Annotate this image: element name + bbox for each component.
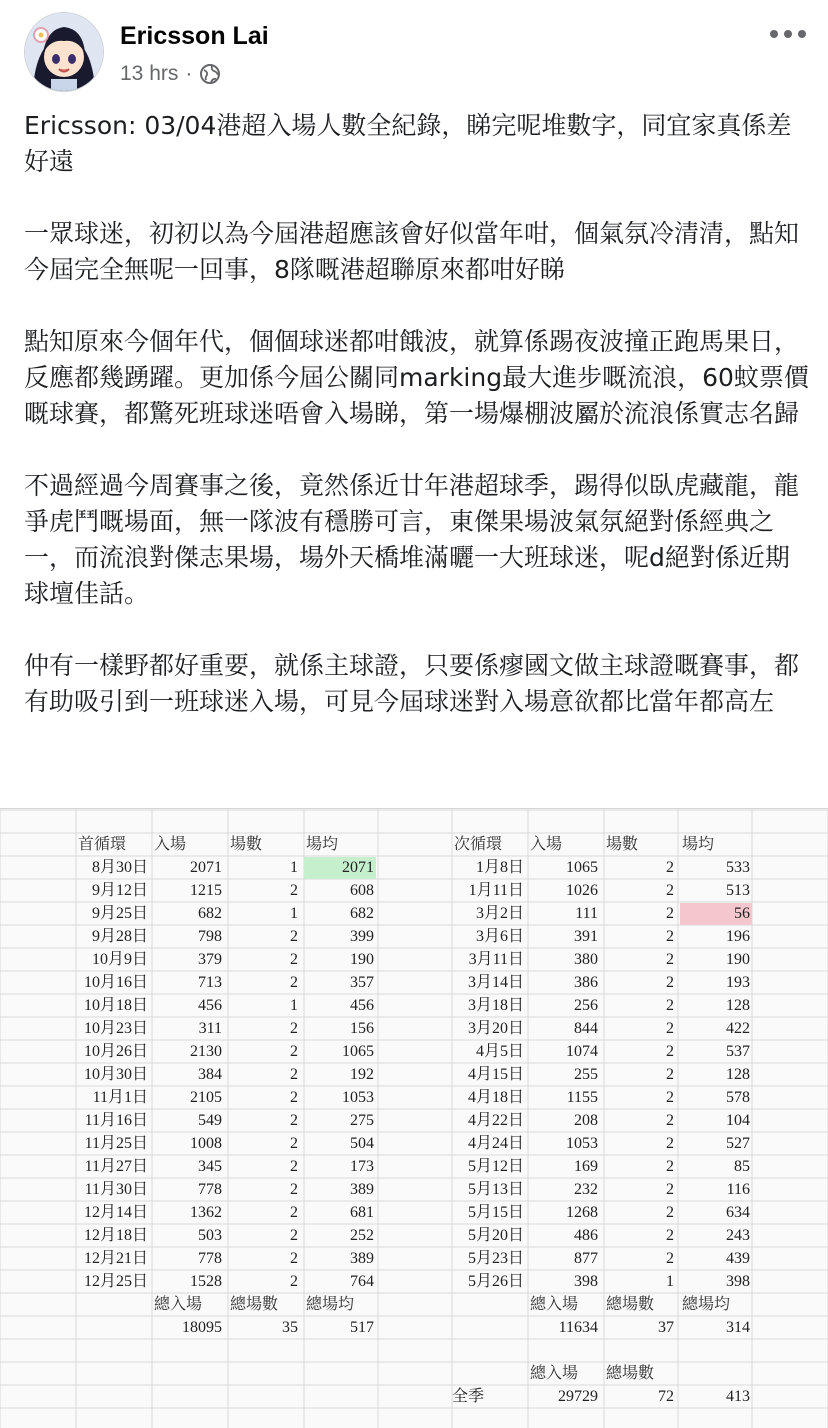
table-value-cell: 486 [574,1227,598,1244]
table-value-cell: 713 [198,974,222,991]
table-date-cell: 9月25日 [91,905,148,922]
table-date-cell: 9月28日 [91,928,148,945]
post-meta [120,62,221,86]
table-value-cell: 2 [290,1135,298,1152]
table-value-cell: 844 [574,1020,598,1037]
table-date-cell: 10月23日 [83,1020,148,1037]
table-value-cell: 357 [350,974,374,991]
table-date-cell: 10月26日 [83,1043,148,1060]
table-value-cell: 156 [350,1020,374,1037]
table-value-cell: 549 [198,1112,222,1129]
season-value-cell: 413 [726,1388,750,1405]
table-date-cell: 4月18日 [467,1089,524,1106]
table-date-cell: 9月12日 [91,882,148,899]
table-value-cell: 764 [350,1273,374,1290]
post-paragraph: 點知原來今個年代，個個球迷都咁餓波，就算係踢夜波撞正跑馬果日，反應都幾踴躍。更加係今屆公關同marking最大進步嘅流浪，60蚊票價嘅球賽，都驚死班球迷唔會入場睇，第一場爆棚波屬於流浪係實志名歸 [24,327,809,428]
table-date-cell: 3月20日 [467,1020,524,1037]
table-value-cell: 128 [726,1066,750,1083]
table-value-cell: 1053 [566,1135,598,1152]
table-date-cell: 5月13日 [467,1181,524,1198]
table-date-cell: 1月11日 [468,882,524,899]
table-value-cell: 255 [574,1066,598,1083]
table-value-cell: 85 [734,1158,750,1175]
table-date-cell: 5月15日 [467,1204,524,1221]
table-value-cell: 2130 [190,1043,222,1060]
table-value-cell: 311 [198,1020,222,1037]
table-value-cell: 2 [290,1020,298,1037]
table-value-cell: 252 [350,1227,374,1244]
table-value-cell: 232 [574,1181,598,1198]
table-value-cell: 503 [198,1227,222,1244]
table-value-cell: 169 [574,1158,598,1175]
table-value-cell: 682 [198,905,222,922]
table-value-cell: 2 [666,1112,674,1129]
table-header-cell: 入場 [530,836,563,853]
post-paragraph: Ericsson: 03/04港超入場人數全紀錄，睇完呢堆數字，同宜家真係差好遠 [24,111,792,176]
table-value-cell: 2 [290,1204,298,1221]
table-value-cell: 798 [198,928,222,945]
table-value-cell: 2 [290,1273,298,1290]
more-dot-icon [770,30,778,38]
table-value-cell: 681 [350,1204,374,1221]
total-value-cell: 314 [726,1319,750,1336]
table-value-cell: 2 [290,1181,298,1198]
table-date-cell: 12月18日 [83,1227,148,1244]
table-date-cell: 10月30日 [83,1066,148,1083]
table-date-cell: 3月11日 [468,951,524,968]
total-header-cell: 總場數 [230,1296,279,1313]
total-header-cell: 總場均 [682,1296,731,1313]
table-value-cell: 386 [574,974,598,991]
table-value-cell: 537 [726,1043,750,1060]
table-value-cell: 456 [198,997,222,1014]
post-header [0,0,828,100]
table-value-cell: 2 [666,1204,674,1221]
table-value-cell: 2 [290,1112,298,1129]
table-value-cell: 2071 [190,859,222,876]
table-date-cell: 3月2日 [475,905,524,922]
table-value-cell: 2 [290,1227,298,1244]
table-value-cell: 2 [666,1020,674,1037]
table-value-cell: 1528 [190,1273,222,1290]
table-value-cell: 1065 [342,1043,374,1060]
table-value-cell: 116 [726,1181,750,1198]
meta-separator: · [185,62,193,85]
more-options-button[interactable] [770,24,806,44]
table-value-cell: 208 [574,1112,598,1129]
table-value-cell: 345 [198,1158,222,1175]
table-value-cell: 456 [350,997,374,1014]
table-date-cell: 5月20日 [467,1227,524,1244]
table-value-cell: 2 [666,974,674,991]
table-value-cell: 2 [290,1089,298,1106]
season-value-cell: 29729 [558,1388,598,1405]
table-value-cell: 2 [666,1089,674,1106]
table-value-cell: 513 [726,882,750,899]
table-value-cell: 2 [290,951,298,968]
more-dot-icon [798,30,806,38]
table-date-cell: 11月1日 [92,1089,148,1106]
season-header-cell: 總入場 [530,1365,579,1382]
table-date-cell: 3月6日 [475,928,524,945]
table-value-cell: 2 [666,1158,674,1175]
season-header-cell: 總場數 [606,1365,655,1382]
table-date-cell: 12月21日 [83,1250,148,1267]
table-value-cell: 2 [290,882,298,899]
table-header-cell: 場均 [306,836,339,853]
table-value-cell: 256 [574,997,598,1014]
table-value-cell: 533 [726,859,750,876]
table-value-cell: 2 [666,1250,674,1267]
table-value-cell: 2 [290,1158,298,1175]
post-paragraph: 不過經過今周賽事之後，竟然係近廿年港超球季，踢得似臥虎藏龍，龍爭虎鬥嘅場面，無一隊波有穩勝可言，東傑果場波氣氛絕對係經典之一，而流浪對傑志果場，場外天橋堆滿曬一大班球迷，呢d絕對係近期球壇佳話。 [24,471,800,608]
table-value-cell: 2 [666,1066,674,1083]
highlighted-value-cell: 2071 [304,857,376,879]
table-value-cell: 2105 [190,1089,222,1106]
table-value-cell: 1074 [566,1043,598,1060]
table-value-cell: 190 [726,951,750,968]
table-header-cell: 入場 [154,836,187,853]
table-value-cell: 877 [574,1250,598,1267]
total-header-cell: 總入場 [154,1296,203,1313]
table-date-cell: 10月16日 [83,974,148,991]
table-value-cell: 1026 [566,882,598,899]
table-value-cell: 1215 [190,882,222,899]
table-value-cell: 1 [290,859,298,876]
table-date-cell: 10月18日 [83,997,148,1014]
table-value-cell: 398 [574,1273,598,1290]
table-value-cell: 104 [726,1112,750,1129]
table-date-cell: 11月16日 [84,1112,148,1129]
table-value-cell: 2 [666,882,674,899]
table-value-cell: 2 [666,928,674,945]
table-value-cell: 2 [666,997,674,1014]
table-date-cell: 11月25日 [84,1135,148,1152]
table-value-cell: 2 [666,951,674,968]
highlighted-value-cell: 56 [680,903,752,925]
post-paragraph: 仲有一樣野都好重要，就係主球證，只要係瘳國文做主球證嘅賽事，都有助吸引到一班球迷入場，可見今屆球迷對入場意欲都比當年都高左 [24,651,800,716]
total-value-cell: 37 [658,1319,674,1336]
table-value-cell: 2 [290,974,298,991]
table-value-cell: 2 [666,1135,674,1152]
table-date-cell: 12月25日 [83,1273,148,1290]
table-value-cell: 2 [666,1227,674,1244]
table-date-cell: 5月23日 [467,1250,524,1267]
table-value-cell: 173 [350,1158,374,1175]
table-header-cell: 次循環 [454,836,503,853]
table-value-cell: 389 [350,1181,374,1198]
table-value-cell: 778 [198,1181,222,1198]
table-header-cell: 首循環 [78,836,127,853]
total-value-cell: 18095 [182,1319,222,1336]
table-value-cell: 1 [290,997,298,1014]
total-header-cell: 總場數 [606,1296,655,1313]
table-value-cell: 128 [726,997,750,1014]
avatar[interactable] [24,12,104,92]
table-value-cell: 2 [666,905,674,922]
table-value-cell: 504 [350,1135,374,1152]
table-value-cell: 379 [198,951,222,968]
table-value-cell: 275 [350,1112,374,1129]
post-paragraph: 一眾球迷，初初以為今屆港超應該會好似當年咁，個氣氛冷清清，點知今屆完全無呢一回事，8隊嘅港超聯原來都咁好睇 [24,219,800,284]
total-value-cell: 35 [282,1319,298,1336]
table-value-cell: 190 [350,951,374,968]
table-date-cell: 4月22日 [467,1112,524,1129]
table-date-cell: 8月30日 [91,859,148,876]
table-value-cell: 778 [198,1250,222,1267]
table-value-cell: 1268 [566,1204,598,1221]
table-value-cell: 634 [726,1204,750,1221]
table-value-cell: 384 [198,1066,222,1083]
table-date-cell: 5月26日 [467,1273,524,1290]
table-value-cell: 2 [290,1043,298,1060]
table-value-cell: 1 [290,905,298,922]
table-value-cell: 196 [726,928,750,945]
total-header-cell: 總入場 [530,1296,579,1313]
author-name[interactable]: Ericsson Lai [120,22,269,50]
table-value-cell: 2 [666,1181,674,1198]
post-body [24,108,810,756]
table-value-cell: 111 [575,905,598,922]
table-header-cell: 場均 [682,836,715,853]
table-value-cell: 380 [574,951,598,968]
total-header-cell: 總場均 [306,1296,355,1313]
table-value-cell: 1008 [190,1135,222,1152]
table-value-cell: 422 [726,1020,750,1037]
table-value-cell: 439 [726,1250,750,1267]
table-value-cell: 1 [666,1273,674,1290]
table-value-cell: 682 [350,905,374,922]
table-value-cell: 1362 [190,1204,222,1221]
total-value-cell: 11634 [558,1319,598,1336]
table-value-cell: 1053 [342,1089,374,1106]
table-date-cell: 4月5日 [475,1043,524,1060]
table-date-cell: 5月12日 [467,1158,524,1175]
table-value-cell: 2 [290,1066,298,1083]
table-value-cell: 193 [726,974,750,991]
season-label-cell: 全季 [452,1388,485,1405]
globe-icon [199,63,221,85]
more-dot-icon [784,30,792,38]
table-value-cell: 578 [726,1089,750,1106]
post-timestamp[interactable]: 13 hrs [120,62,179,85]
avatar-anime-girl-icon [25,13,103,91]
table-header-cell: 場數 [230,836,263,853]
table-value-cell: 391 [574,928,598,945]
table-value-cell: 192 [350,1066,374,1083]
table-date-cell: 10月9日 [91,951,148,968]
table-value-cell: 243 [726,1227,750,1244]
table-date-cell: 12月14日 [83,1204,148,1221]
season-value-cell: 72 [658,1388,674,1405]
table-value-cell: 608 [350,882,374,899]
table-value-cell: 2 [290,1250,298,1267]
total-value-cell: 517 [350,1319,374,1336]
table-value-cell: 389 [350,1250,374,1267]
table-value-cell: 1155 [566,1089,598,1106]
table-date-cell: 4月15日 [467,1066,524,1083]
table-date-cell: 11月30日 [84,1181,148,1198]
table-date-cell: 4月24日 [467,1135,524,1152]
table-value-cell: 1065 [566,859,598,876]
table-value-cell: 527 [726,1135,750,1152]
attendance-spreadsheet-image[interactable] [0,808,828,1428]
table-date-cell: 11月27日 [84,1158,148,1175]
table-date-cell: 3月18日 [467,997,524,1014]
table-date-cell: 3月14日 [467,974,524,991]
table-value-cell: 2 [290,928,298,945]
table-value-cell: 399 [350,928,374,945]
table-value-cell: 2 [666,859,674,876]
table-value-cell: 2 [666,1043,674,1060]
table-value-cell: 398 [726,1273,750,1290]
table-date-cell: 1月8日 [475,859,524,876]
table-header-cell: 場數 [606,836,639,853]
